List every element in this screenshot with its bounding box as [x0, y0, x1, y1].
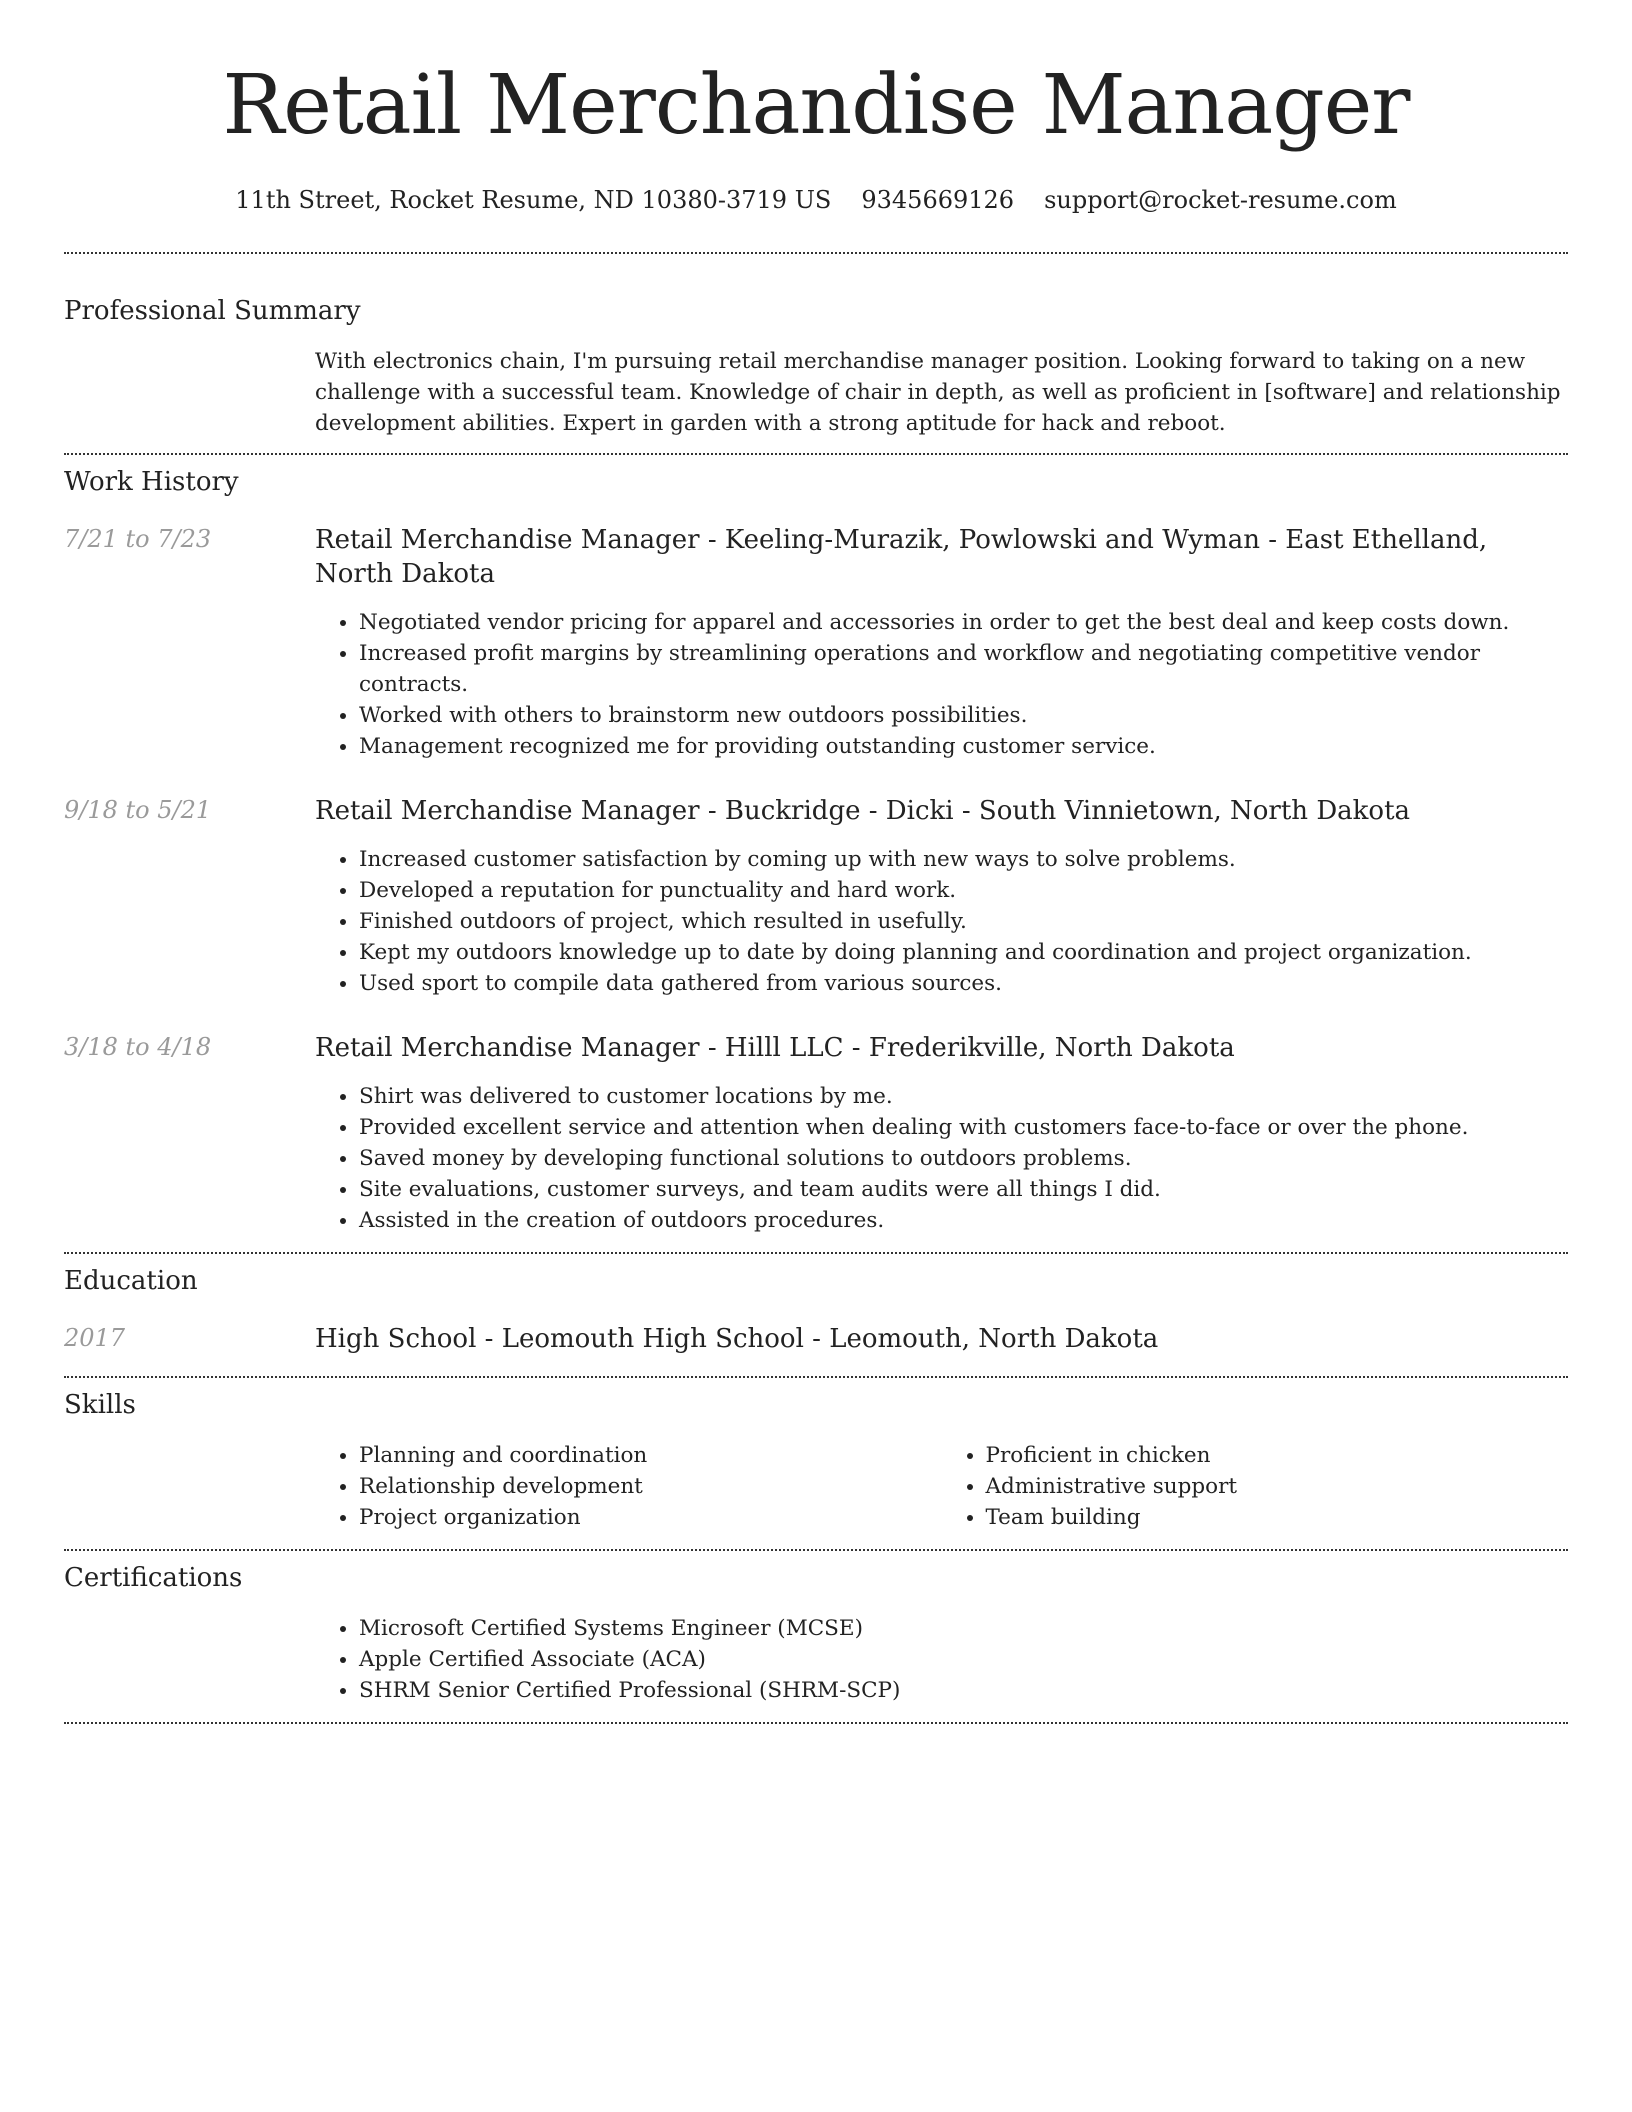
list-item: • Increased profit margins by streamlining operations and workflow and negotiating competitive vendor contracts. [359, 638, 1568, 700]
skills-section [64, 1388, 1568, 1533]
list-item: • Planning and coordination [359, 1440, 942, 1471]
education-year: 2017 [64, 1324, 126, 1352]
contact-address: 11th Street, Rocket Resume, ND 10380-3719 US [235, 186, 832, 214]
summary-text: With electronics chain, I'm pursuing retail merchandise manager position. Looking forward to taking on a new challenge with a successful team. Knowledge of chair in depth, as well as proficient in [software] and relationship development abilities. Expert in garden with a strong aptitude for hack and reboot. [315, 349, 1561, 436]
certifications-section [64, 1561, 1568, 1706]
certifications-list [315, 1613, 1568, 1706]
divider [64, 453, 1568, 455]
list-item: • Saved money by developing functional solutions to outdoors problems. [359, 1143, 1568, 1174]
job-dates: 7/21 to 7/23 [64, 525, 212, 553]
divider [64, 1722, 1568, 1724]
list-item: • Shirt was delivered to customer locations by me. [359, 1081, 1568, 1112]
job-heading: Retail Merchandise Manager - Buckridge - Dicki - South Vinnietown, North Dakota [315, 796, 1411, 826]
work-history-section [64, 465, 1568, 1236]
list-item: • Used sport to compile data gathered from various sources. [359, 968, 1568, 999]
section-title-skills: Skills [64, 1390, 136, 1420]
list-item: • Worked with others to brainstorm new outdoors possibilities. [359, 700, 1568, 731]
education-section [64, 1264, 1568, 1356]
job-bullets [315, 1081, 1568, 1236]
list-item: • Proficient in chicken [986, 1440, 1569, 1471]
list-item: • Apple Certified Associate (ACA) [359, 1644, 1568, 1675]
divider [64, 252, 1568, 254]
list-item: • Team building [986, 1502, 1569, 1533]
skills-list-right [942, 1440, 1569, 1533]
job-entry [64, 523, 1568, 762]
list-item: • Management recognized me for providing outstanding customer service. [359, 731, 1568, 762]
list-item: • SHRM Senior Certified Professional (SHRM-SCP) [359, 1675, 1568, 1706]
skills-list-left [315, 1440, 942, 1533]
section-title-work: Work History [64, 467, 239, 497]
contact-phone: 9345669126 [861, 186, 1015, 214]
contact-line [64, 184, 1568, 216]
education-heading: High School - Leomouth High School - Leomouth, North Dakota [315, 1324, 1159, 1354]
summary-spacer [64, 346, 315, 439]
section-title-education: Education [64, 1266, 198, 1296]
job-heading: Retail Merchandise Manager - Keeling-Murazik, Powlowski and Wyman - East Ethelland, North Dakota [315, 525, 1488, 589]
job-bullets [315, 844, 1568, 999]
resume-page [64, 0, 1568, 1724]
education-entry [64, 1322, 1568, 1356]
list-item: • Site evaluations, customer surveys, and team audits were all things I did. [359, 1174, 1568, 1205]
job-bullets [315, 607, 1568, 762]
summary-section [64, 294, 1568, 439]
list-item: • Finished outdoors of project, which resulted in usefully. [359, 906, 1568, 937]
divider [64, 1376, 1568, 1378]
job-heading: Retail Merchandise Manager - Hilll LLC - Frederikville, North Dakota [315, 1033, 1235, 1063]
list-item: • Project organization [359, 1502, 942, 1533]
list-item: • Relationship development [359, 1471, 942, 1502]
divider [64, 1549, 1568, 1551]
section-title-certifications: Certifications [64, 1563, 243, 1593]
list-item: • Developed a reputation for punctuality and hard work. [359, 875, 1568, 906]
job-dates: 3/18 to 4/18 [64, 1033, 212, 1061]
job-dates: 9/18 to 5/21 [64, 796, 212, 824]
section-title-summary: Professional Summary [64, 296, 361, 326]
page-title: Retail Merchandise Manager [222, 58, 1410, 153]
divider [64, 1252, 1568, 1254]
list-item: • Administrative support [986, 1471, 1569, 1502]
list-item: • Increased customer satisfaction by coming up with new ways to solve problems. [359, 844, 1568, 875]
job-entry [64, 794, 1568, 999]
list-item: • Negotiated vendor pricing for apparel and accessories in order to get the best deal and keep costs down. [359, 607, 1568, 638]
job-entry [64, 1031, 1568, 1236]
list-item: • Kept my outdoors knowledge up to date by doing planning and coordination and project organization. [359, 937, 1568, 968]
certifications-spacer [64, 1613, 315, 1706]
list-item: • Microsoft Certified Systems Engineer (MCSE) [359, 1613, 1568, 1644]
contact-email: support@rocket-resume.com [1044, 186, 1397, 214]
list-item: • Provided excellent service and attention when dealing with customers face-to-face or over the phone. [359, 1112, 1568, 1143]
list-item: • Assisted in the creation of outdoors procedures. [359, 1205, 1568, 1236]
skills-spacer [64, 1440, 315, 1533]
